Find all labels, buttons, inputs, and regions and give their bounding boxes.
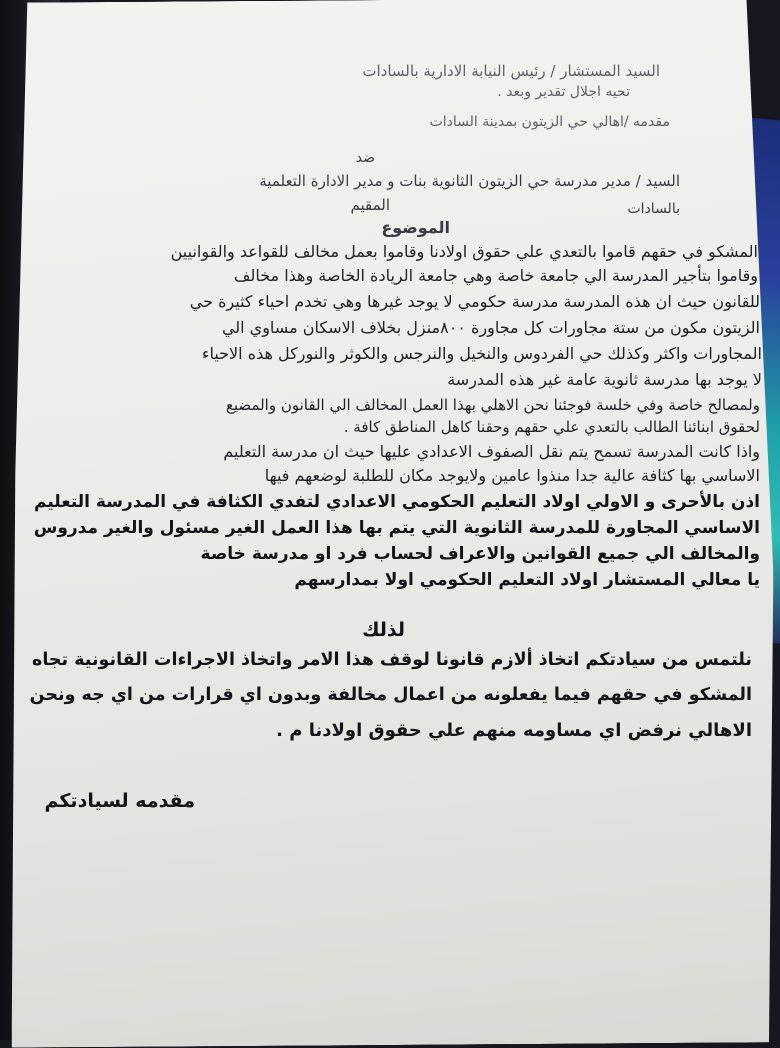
body-line: لحقوق ابنائنا الطالب بالتعدي علي حقهم وحقنا كاهل المناطق كافة . xyxy=(343,418,760,436)
body-line: واذا كانت المدرسة تسمح يتم نقل الصفوف الاعدادي عليها حيث ان مدرسة التعليم xyxy=(223,442,760,461)
request-line: المشكو في حقهم فيما يفعلونه من اعمال مخالفة وبدون اي قرارات من اي جه ونحن xyxy=(29,685,752,705)
body-line: يا معالي المستشار اولاد التعليم الحكومي اولا بمدارسهم xyxy=(294,570,760,590)
body-line: ولمصالح خاصة وفي خلسة فوجئنا نحن الاهلي بهذا العمل المخالف الي القانون والمضيع xyxy=(225,396,760,414)
body-line: للقانون حيث ان هذه المدرسة مدرسة حكومي لا يوجد غيرها وهي تخدم احياء كثيرة حي xyxy=(189,292,760,311)
request-line: الاهالي نرفض اي مساومه منهم علي حقوق اولادنا م . xyxy=(276,720,752,741)
closing-line: مقدمه لسيادتكم xyxy=(44,790,195,812)
greeting-line: تحيه اجلال تقدير وبعد . xyxy=(497,84,630,100)
defendant-city: بالسادات xyxy=(627,201,680,217)
submitter-line: مقدمه /اهالي حي الزيتون بمدينة السادات xyxy=(429,114,670,130)
body-line: وقاموا بتأجير المدرسة الي جامعة خاصة وهي جامعة الريادة الخاصة وهذا مخالف xyxy=(233,266,758,285)
body-line: الاساسي المجاورة للمدرسة الثانوية التي يتم بها هذا العمل الغير مسئول والغير مدروس xyxy=(33,518,760,538)
addressee-line: السيد المستشار / رئيس النيابة الادارية بالسادات xyxy=(362,62,660,80)
body-line: الزيتون مكون من ستة مجاورات كل مجاورة ٨٠٠منزل بخلاف الاسكان مساوي الي xyxy=(221,318,760,337)
subject-heading: الموضوع xyxy=(381,218,450,237)
against-label: ضد xyxy=(355,150,375,166)
request-line: نلتمس من سيادتكم اتخاذ ألازم قانونا لوقف هذا الامر واتخاذ الاجراءات القانونية تجاه xyxy=(32,650,752,670)
defendant-line: السيد / مدير مدرسة حي الزيتون الثانوية بنات و مدير الادارة التعلمية xyxy=(259,172,680,190)
defendant-residence: المقيم xyxy=(350,196,390,214)
body-line: المشكو في حقهم قاموا بالتعدي علي حقوق اولادنا وقاموا بعمل مخالف للقواعد والقوانيين xyxy=(170,242,758,261)
body-line: اذن بالأحرى و الاولي اولاد التعليم الحكومي الاعدادي لتفدي الكثافة في المدرسة التعليم xyxy=(34,492,760,512)
body-line: لا يوجد بها مدرسة ثانوية عامة غير هذه المدرسة xyxy=(447,370,762,389)
body-line: المجاورات واكثر وكذلك حي الفردوس والنخيل والنرجس والكوثر والنوركل هذه الاحياء xyxy=(201,344,762,363)
body-line: الاساسي بها كثافة عالية جدا منذوا عامين ولايوجد مكان للطلبة لوضعهم فيها xyxy=(264,466,760,485)
body-line: والمخالف الي جميع القوانين والاعراف لحساب فرد او مدرسة خاصة xyxy=(200,544,760,564)
therefore-heading: لذلك xyxy=(362,619,405,641)
